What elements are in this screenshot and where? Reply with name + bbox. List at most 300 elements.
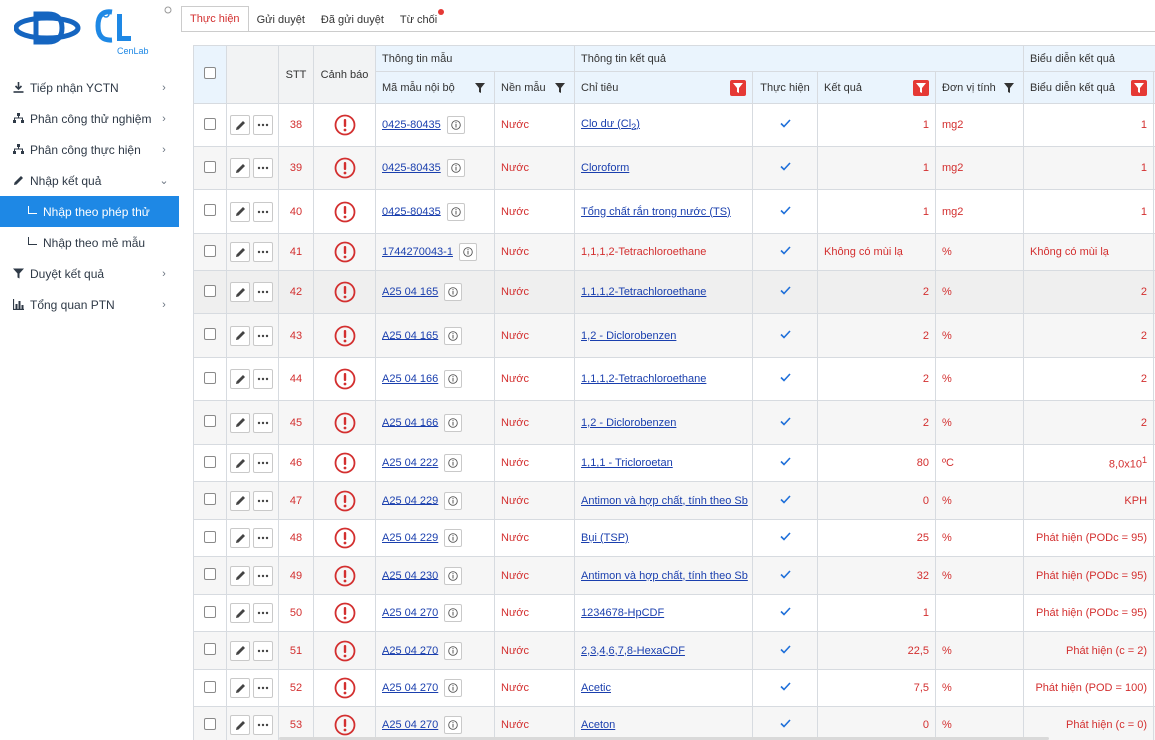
table-row[interactable] <box>194 147 1155 190</box>
row-checkbox[interactable] <box>204 606 216 618</box>
tab-label: Gửi duyệt <box>256 13 305 26</box>
row-actions-cell <box>227 482 279 520</box>
sample-code-link[interactable]: A25 04 166 <box>382 372 439 385</box>
row-select-cell <box>194 445 227 482</box>
edit-icon[interactable] <box>230 242 250 262</box>
more-options-icon[interactable] <box>253 678 273 698</box>
sample-code-link[interactable]: A25 04 165 <box>382 285 439 298</box>
table-row[interactable] <box>194 670 1155 707</box>
check-icon <box>780 495 791 507</box>
tab-label: Từ chối <box>399 13 438 26</box>
check-icon <box>780 607 791 619</box>
sidebar-item-label: Duyệt kết quả <box>30 266 105 281</box>
edit-icon[interactable] <box>230 678 250 698</box>
sample-info-group-header: Thông tin mẫu <box>376 46 575 72</box>
indicator-link[interactable]: 1,1,1 - Tricloroetan <box>581 457 673 469</box>
edit-icon[interactable] <box>230 413 250 433</box>
more-options-icon[interactable] <box>253 566 273 586</box>
result-cell[interactable]: 0 <box>818 707 936 740</box>
indicator-link[interactable]: Cloroform <box>581 162 630 174</box>
sample-code-link[interactable]: 0425-80435 <box>382 118 441 131</box>
sample-code-link[interactable]: A25 04 222 <box>382 456 439 469</box>
more-options-icon[interactable] <box>253 158 273 178</box>
performed-cell <box>753 147 818 190</box>
performed-header: Thực hiện <box>753 72 818 104</box>
row-select-cell <box>194 557 227 595</box>
edit-icon[interactable] <box>230 453 250 473</box>
result-cell[interactable]: 25 <box>818 520 936 557</box>
chevron-right-icon: › <box>162 81 166 94</box>
performed-cell <box>753 632 818 670</box>
info-icon[interactable] <box>444 716 462 734</box>
row-select-cell <box>194 314 227 358</box>
sample-code-link[interactable]: A25 04 270 <box>382 644 439 657</box>
table-row[interactable] <box>194 401 1155 445</box>
table-row[interactable] <box>194 314 1155 358</box>
tab[interactable] <box>181 6 249 32</box>
more-options-icon[interactable] <box>253 326 273 346</box>
warning-icon[interactable] <box>334 640 356 662</box>
row-checkbox[interactable] <box>204 493 216 505</box>
edit-icon[interactable] <box>230 326 250 346</box>
result-cell[interactable]: 2 <box>818 271 936 314</box>
repr-cell: 1 <box>1024 190 1154 234</box>
row-actions-cell <box>227 520 279 557</box>
sidebar-item-label: Phân công thực hiện <box>30 142 141 157</box>
edit-icon[interactable] <box>230 202 250 222</box>
filter-active-icon[interactable] <box>1131 80 1147 96</box>
performed-cell <box>753 557 818 595</box>
check-icon <box>780 570 791 582</box>
indicator-cell <box>575 707 753 740</box>
sidebar-item-label: Nhập kết quả <box>30 173 102 188</box>
table-row[interactable] <box>194 445 1155 482</box>
edit-icon[interactable] <box>230 282 250 302</box>
edit-icon[interactable] <box>230 528 250 548</box>
unit-cell: ºC <box>936 445 1024 482</box>
table-row[interactable] <box>194 557 1155 595</box>
matrix-cell: Nước <box>495 557 575 595</box>
row-checkbox[interactable] <box>204 415 216 427</box>
table-row[interactable] <box>194 482 1155 520</box>
warning-icon[interactable] <box>334 157 356 179</box>
performed-cell <box>753 482 818 520</box>
matrix-cell: Nước <box>495 670 575 707</box>
indicator-link[interactable]: 2,3,4,6,7,8-HexaCDF <box>581 644 685 657</box>
sample-code-cell <box>376 595 495 632</box>
warning-cell <box>314 234 376 271</box>
warning-icon[interactable] <box>334 325 356 347</box>
sample-code-cell <box>376 482 495 520</box>
result-cell[interactable]: 2 <box>818 314 936 358</box>
info-icon[interactable] <box>447 116 465 134</box>
row-actions-cell <box>227 358 279 401</box>
sidebar-item[interactable] <box>0 289 179 320</box>
sidebar-item-label: Tổng quan PTN <box>30 297 115 312</box>
row-select-cell <box>194 632 227 670</box>
stt-header: STT <box>279 46 314 104</box>
tab[interactable] <box>313 7 392 32</box>
sample-code-link[interactable]: 0425-80435 <box>382 161 441 174</box>
warning-icon[interactable] <box>334 241 356 263</box>
results-body <box>194 104 1155 740</box>
table-row[interactable] <box>194 520 1155 557</box>
warning-cell <box>314 358 376 401</box>
edit-icon[interactable] <box>230 158 250 178</box>
sample-code-link[interactable]: A25 04 165 <box>382 329 439 342</box>
more-options-icon[interactable] <box>253 603 273 623</box>
repr-cell: 2 <box>1024 358 1154 401</box>
more-options-icon[interactable] <box>253 115 273 135</box>
edit-icon[interactable] <box>230 566 250 586</box>
info-icon[interactable] <box>444 454 462 472</box>
stt-cell: 53 <box>279 707 314 740</box>
warning-icon[interactable] <box>334 114 356 136</box>
sidebar-item[interactable] <box>0 227 179 258</box>
sample-code-cell <box>376 707 495 740</box>
more-options-icon[interactable] <box>253 369 273 389</box>
warning-icon[interactable] <box>334 281 356 303</box>
sample-code-link[interactable]: A25 04 229 <box>382 494 439 507</box>
indicator-link[interactable]: 1234678-HpCDF <box>581 607 665 619</box>
row-actions-cell <box>227 234 279 271</box>
filter-active-icon[interactable] <box>913 80 929 96</box>
warning-icon[interactable] <box>334 527 356 549</box>
indicator-cell <box>575 234 753 271</box>
more-options-icon[interactable] <box>253 282 273 302</box>
chevron-down-icon: ⌄ <box>159 175 169 187</box>
indicator-cell <box>575 314 753 358</box>
unit-cell: % <box>936 632 1024 670</box>
unit-cell <box>936 595 1024 632</box>
pencil-icon <box>12 175 24 187</box>
result-cell[interactable]: 2 <box>818 401 936 445</box>
sidebar-item[interactable] <box>0 258 179 289</box>
indicator-link[interactable]: 1,2 - Diclorobenzen <box>581 416 677 429</box>
sample-code-link[interactable]: A25 04 166 <box>382 416 439 429</box>
sidebar-item-label: Tiếp nhận YCTN <box>30 80 119 95</box>
result-cell[interactable]: 2 <box>818 358 936 401</box>
check-icon <box>780 417 791 429</box>
repr-cell: 2 <box>1024 401 1154 445</box>
repr-cell: 2 <box>1024 271 1154 314</box>
indicator-link[interactable]: Antimon và hợp chất, tính theo Sb <box>581 494 748 507</box>
repr-cell: 1 <box>1024 147 1154 190</box>
indicator-link[interactable]: Tổng chất rắn trong nước (TS) <box>581 205 731 218</box>
filter-icon[interactable] <box>1001 80 1017 96</box>
stt-cell: 49 <box>279 557 314 595</box>
unit-header-label: Đơn vị tính <box>942 81 996 94</box>
warning-header: Cảnh báo <box>314 46 376 104</box>
indicator-cell <box>575 632 753 670</box>
bar-chart-icon <box>12 299 24 311</box>
edit-icon[interactable] <box>230 369 250 389</box>
performed-cell <box>753 314 818 358</box>
more-options-icon[interactable] <box>253 715 273 735</box>
indicator-cell <box>575 482 753 520</box>
indicator-link[interactable]: Aceton <box>581 719 616 731</box>
warning-cell <box>314 401 376 445</box>
info-icon[interactable] <box>447 159 465 177</box>
result-cell[interactable]: 22,5 <box>818 632 936 670</box>
row-actions-cell <box>227 271 279 314</box>
unit-cell: mg2 <box>936 190 1024 234</box>
indicator-link[interactable]: Acetic <box>581 682 611 694</box>
sample-code-cell <box>376 147 495 190</box>
result-cell[interactable]: 0 <box>818 482 936 520</box>
edit-icon[interactable] <box>230 491 250 511</box>
more-options-icon[interactable] <box>253 453 273 473</box>
warning-cell <box>314 271 376 314</box>
edit-icon[interactable] <box>230 715 250 735</box>
repr-cell: $8,0x10^1$ <box>1024 445 1154 482</box>
row-checkbox[interactable] <box>204 285 216 297</box>
check-icon <box>780 206 791 218</box>
row-checkbox[interactable] <box>204 531 216 543</box>
indicator-cell <box>575 520 753 557</box>
row-checkbox[interactable] <box>204 372 216 384</box>
row-actions-cell <box>227 401 279 445</box>
sidebar-item[interactable] <box>0 72 179 103</box>
sample-code-cell <box>376 632 495 670</box>
repr-cell: Phát hiện (PODc = 95) <box>1024 520 1154 557</box>
row-checkbox[interactable] <box>204 204 216 216</box>
status-tabs <box>181 6 445 32</box>
repr-cell: Phát hiện (POD = 100) <box>1024 670 1154 707</box>
sample-code-link[interactable]: A25 04 270 <box>382 681 439 694</box>
sample-code-link[interactable]: A25 04 230 <box>382 569 439 582</box>
row-checkbox[interactable] <box>204 718 216 730</box>
row-checkbox[interactable] <box>204 328 216 340</box>
sitemap-icon <box>12 113 24 125</box>
warning-icon[interactable] <box>334 412 356 434</box>
sidebar-item[interactable] <box>0 103 179 134</box>
warning-icon[interactable] <box>334 452 356 474</box>
row-actions-cell <box>227 445 279 482</box>
stt-cell: 52 <box>279 670 314 707</box>
matrix-header-label: Nền mẫu <box>501 81 546 94</box>
stt-cell: 50 <box>279 595 314 632</box>
info-icon[interactable] <box>444 414 462 432</box>
sidebar-item-label: Phân công thử nghiệm <box>30 111 152 126</box>
check-icon <box>780 532 791 544</box>
sample-code-link[interactable]: 1744270043-1 <box>382 245 453 258</box>
unit-cell: mg2 <box>936 147 1024 190</box>
result-cell[interactable]: 1 <box>818 595 936 632</box>
table-row[interactable] <box>194 271 1155 314</box>
warning-cell <box>314 147 376 190</box>
matrix-cell: Nước <box>495 234 575 271</box>
matrix-cell: Nước <box>495 707 575 740</box>
indicator-cell <box>575 670 753 707</box>
tab-label: Đã gửi duyệt <box>320 13 384 26</box>
sidebar <box>0 0 179 740</box>
sidebar-item[interactable] <box>0 196 179 227</box>
info-icon[interactable] <box>444 492 462 510</box>
info-icon[interactable] <box>444 679 462 697</box>
row-select-cell <box>194 707 227 740</box>
row-select-cell <box>194 401 227 445</box>
check-icon <box>780 330 791 342</box>
indicator-cell <box>575 271 753 314</box>
more-options-icon[interactable] <box>253 413 273 433</box>
actions-header <box>227 46 279 104</box>
indicator-link[interactable]: 1,1,1,2-Tetrachloroethane <box>581 373 707 385</box>
more-options-icon[interactable] <box>253 491 273 511</box>
table-row[interactable] <box>194 104 1155 147</box>
result-cell[interactable]: 1 <box>818 147 936 190</box>
info-icon[interactable] <box>444 604 462 622</box>
info-icon[interactable] <box>444 567 462 585</box>
tab[interactable] <box>392 7 445 32</box>
sample-code-link[interactable]: 0425-80435 <box>382 205 441 218</box>
performed-cell <box>753 520 818 557</box>
result-cell[interactable]: 1 <box>818 104 936 147</box>
stt-cell: 48 <box>279 520 314 557</box>
unit-cell: % <box>936 358 1024 401</box>
sample-code-cell <box>376 670 495 707</box>
sample-code-cell <box>376 314 495 358</box>
row-actions-cell <box>227 147 279 190</box>
filter-icon[interactable] <box>472 80 488 96</box>
repr-cell: Phát hiện (c = 0) <box>1024 707 1154 740</box>
row-checkbox[interactable] <box>204 643 216 655</box>
row-checkbox[interactable] <box>204 118 216 130</box>
matrix-cell: Nước <box>495 314 575 358</box>
row-checkbox[interactable] <box>204 245 216 257</box>
edit-icon[interactable] <box>230 115 250 135</box>
table-row[interactable] <box>194 632 1155 670</box>
side-menu <box>0 72 179 320</box>
row-checkbox[interactable] <box>204 456 216 468</box>
more-options-icon[interactable] <box>253 528 273 548</box>
result-cell[interactable]: 7,5 <box>818 670 936 707</box>
info-icon[interactable] <box>447 203 465 221</box>
more-options-icon[interactable] <box>253 641 273 661</box>
result-repr-group-header: Biểu diễn kết quả <box>1024 46 1155 72</box>
table-row[interactable] <box>194 595 1155 632</box>
matrix-cell: Nước <box>495 358 575 401</box>
warning-icon[interactable] <box>334 565 356 587</box>
matrix-cell: Nước <box>495 482 575 520</box>
repr-cell: 2 <box>1024 314 1154 358</box>
info-icon[interactable] <box>444 529 462 547</box>
result-cell[interactable]: 1 <box>818 190 936 234</box>
indicator-cell <box>575 401 753 445</box>
result-cell[interactable]: 32 <box>818 557 936 595</box>
sample-code-link[interactable]: A25 04 270 <box>382 606 439 619</box>
indicator-link[interactable]: 1,2 - Diclorobenzen <box>581 329 677 342</box>
row-checkbox[interactable] <box>204 161 216 173</box>
cenlab-logo[interactable] <box>14 6 174 62</box>
warning-icon[interactable] <box>334 714 356 736</box>
sample-code-header-label: Mã mẫu nội bộ <box>382 81 455 94</box>
warning-icon[interactable] <box>334 490 356 512</box>
result-cell[interactable]: Không có mùi lạ <box>818 234 936 271</box>
matrix-cell: Nước <box>495 271 575 314</box>
sidebar-item-label: Nhập theo phép thử <box>43 204 150 219</box>
table-row[interactable] <box>194 234 1155 271</box>
performed-cell <box>753 104 818 147</box>
table-row[interactable] <box>194 707 1155 740</box>
repr-cell: 1 <box>1024 104 1154 147</box>
sample-code-cell <box>376 234 495 271</box>
matrix-cell: Nước <box>495 190 575 234</box>
indicator-header-label: Chỉ tiêu <box>581 81 619 94</box>
sidebar-item[interactable] <box>0 165 179 196</box>
row-select-cell <box>194 271 227 314</box>
indicator-link[interactable]: Bụi (TSP) <box>581 532 629 544</box>
select-all-checkbox[interactable] <box>204 67 216 79</box>
filter-icon[interactable] <box>552 80 568 96</box>
info-icon[interactable] <box>444 327 462 345</box>
indicator-link[interactable]: 1,1,1,2-Tetrachloroethane <box>581 286 707 298</box>
warning-icon[interactable] <box>334 201 356 223</box>
result-header-label: Kết quả <box>824 81 862 94</box>
table-row[interactable] <box>194 358 1155 401</box>
info-icon[interactable] <box>444 642 462 660</box>
indicator-link[interactable]: Antimon và hợp chất, tính theo Sb <box>581 569 748 582</box>
sample-code-link[interactable]: A25 04 270 <box>382 718 439 731</box>
result-cell[interactable]: 80 <box>818 445 936 482</box>
table-row[interactable] <box>194 190 1155 234</box>
unit-cell: % <box>936 707 1024 740</box>
main-content <box>179 0 1155 740</box>
performed-cell <box>753 707 818 740</box>
row-checkbox[interactable] <box>204 681 216 693</box>
row-actions-cell <box>227 190 279 234</box>
filter-active-icon[interactable] <box>730 80 746 96</box>
warning-icon[interactable] <box>334 368 356 390</box>
indicator-link[interactable]: Clo dư $(Cl_2)$ <box>581 117 640 133</box>
indicator-cell <box>575 358 753 401</box>
chevron-right-icon: › <box>162 267 166 280</box>
sidebar-item[interactable] <box>0 134 179 165</box>
check-icon <box>780 286 791 298</box>
unit-cell: % <box>936 520 1024 557</box>
repr-cell: KPH <box>1024 482 1154 520</box>
row-actions-cell <box>227 707 279 740</box>
sample-code-cell <box>376 520 495 557</box>
indicator-cell <box>575 445 753 482</box>
result-header <box>818 72 936 104</box>
more-options-icon[interactable] <box>253 202 273 222</box>
info-icon[interactable] <box>444 370 462 388</box>
row-select-cell <box>194 147 227 190</box>
more-options-icon[interactable] <box>253 242 273 262</box>
download-icon <box>12 82 24 94</box>
unit-cell: % <box>936 401 1024 445</box>
warning-cell <box>314 557 376 595</box>
sample-code-link[interactable]: A25 04 229 <box>382 531 439 544</box>
row-actions-cell <box>227 670 279 707</box>
check-icon <box>780 119 791 131</box>
warning-icon[interactable] <box>334 602 356 624</box>
unit-cell: % <box>936 271 1024 314</box>
select-all-cell <box>194 46 227 104</box>
edit-icon[interactable] <box>230 641 250 661</box>
edit-icon[interactable] <box>230 603 250 623</box>
check-icon <box>780 246 791 258</box>
info-icon[interactable] <box>444 283 462 301</box>
info-icon[interactable] <box>459 243 477 261</box>
matrix-cell: Nước <box>495 401 575 445</box>
sample-code-cell <box>376 557 495 595</box>
row-checkbox[interactable] <box>204 568 216 580</box>
stt-cell: 39 <box>279 147 314 190</box>
tab[interactable] <box>249 7 313 32</box>
warning-icon[interactable] <box>334 677 356 699</box>
